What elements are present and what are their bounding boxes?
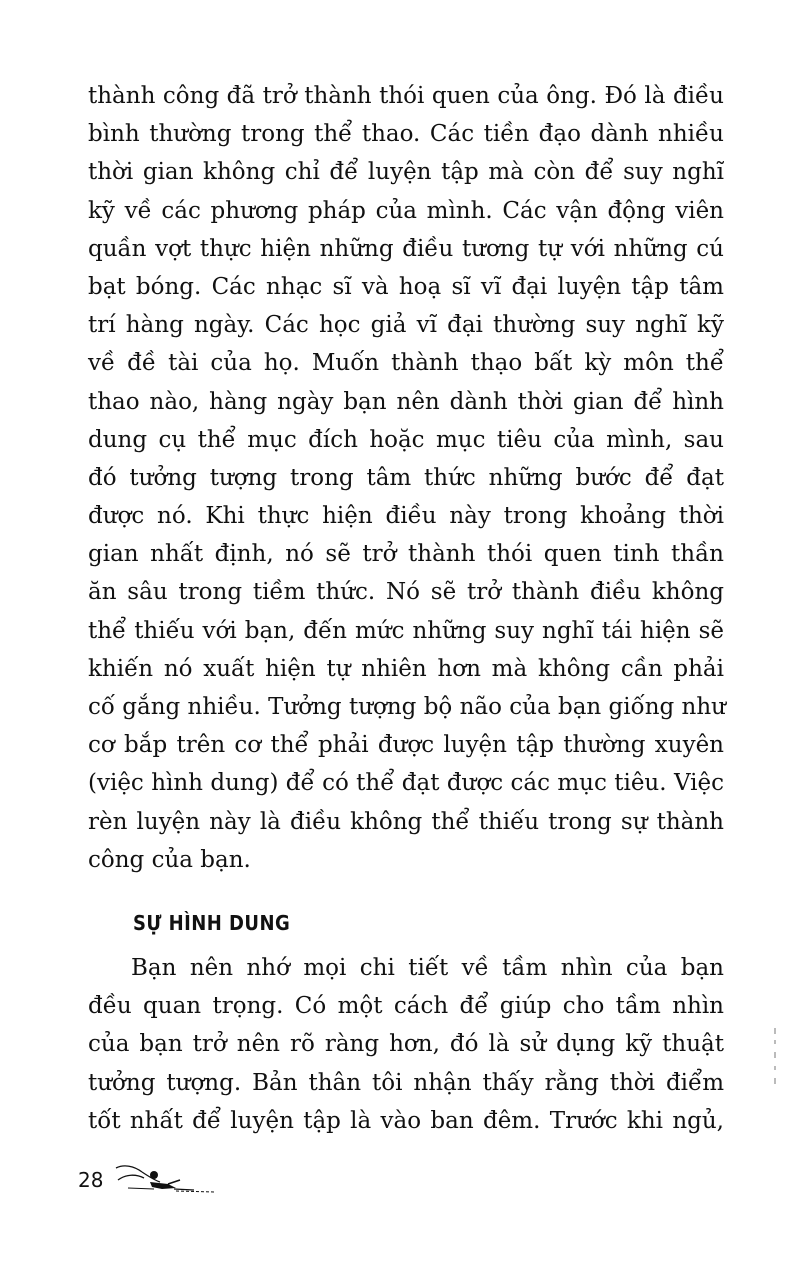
text-line: (việc hình dung) để có thể đạt được các mục tiêu. Việc [88, 770, 724, 797]
text-line: tưởng tượng. Bản thân tôi nhận thấy rằng thời điểm [88, 1069, 724, 1096]
text-line: khiến nó xuất hiện tự nhiên hơn mà không cần phải [88, 655, 724, 682]
text-line: công của bạn. [88, 846, 251, 873]
text-line: tốt nhất để luyện tập là vào ban đêm. Trước khi ngủ, [88, 1107, 724, 1134]
text-line: ăn sâu trong tiềm thức. Nó sẽ trở thành điều không [88, 579, 724, 606]
text-line: kỹ về các phương pháp của mình. Các vận động viên [88, 197, 724, 224]
text-line: gian nhất định, nó sẽ trở thành thói quen tinh thần [88, 541, 724, 568]
text-line: đó tưởng tượng trong tâm thức những bước để đạt [88, 464, 724, 491]
text-line: của bạn trở nên rõ ràng hơn, đó là sử dụng kỹ thuật [88, 1031, 724, 1058]
text-line: Bạn nên nhớ mọi chi tiết về tầm nhìn của bạn [131, 955, 724, 981]
text-line: bình thường trong thể thao. Các tiền đạo dành nhiều [88, 121, 724, 148]
text-line: cơ bắp trên cơ thể phải được luyện tập thường xuyên [88, 732, 724, 759]
text-line: thành công đã trở thành thói quen của ông. Đó là điều [88, 83, 724, 109]
page-footer [78, 1162, 218, 1196]
text-line: cố gắng nhiều. Tưởng tượng bộ não của bạn giống như [88, 694, 726, 720]
text-line: thể thiếu với bạn, đến mức những suy nghĩ tái hiện sẽ [88, 617, 724, 644]
paragraph-2 [88, 949, 724, 1140]
text-line: thời gian không chỉ để luyện tập mà còn để suy nghĩ [88, 159, 724, 186]
text-line: bạt bóng. Các nhạc sĩ và hoạ sĩ vĩ đại luyện tập tâm [88, 273, 724, 300]
page-number: 28 [78, 1168, 104, 1192]
section-heading: SỰ HÌNH DUNG [133, 911, 291, 935]
paragraph-1 [88, 77, 724, 879]
text-line: quần vợt thực hiện những điều tương tự với những cú [88, 235, 724, 262]
scan-margin-marks [772, 1028, 778, 1088]
text-line: đều quan trọng. Có một cách để giúp cho tầm nhìn [88, 993, 724, 1020]
text-line: rèn luyện này là điều không thể thiếu trong sự thành [88, 808, 724, 835]
text-line: được nó. Khi thực hiện điều này trong khoảng thời [88, 503, 724, 530]
text-line: dung cụ thể mục đích hoặc mục tiêu của mình, sau [88, 426, 724, 453]
text-line: về đề tài của họ. Muốn thành thạo bất kỳ môn thể [88, 350, 724, 377]
runner-ornament-icon [114, 1162, 224, 1200]
text-line: thao nào, hàng ngày bạn nên dành thời gian để hình [88, 388, 724, 415]
text-line: trí hàng ngày. Các học giả vĩ đại thường suy nghĩ kỹ [88, 312, 724, 339]
